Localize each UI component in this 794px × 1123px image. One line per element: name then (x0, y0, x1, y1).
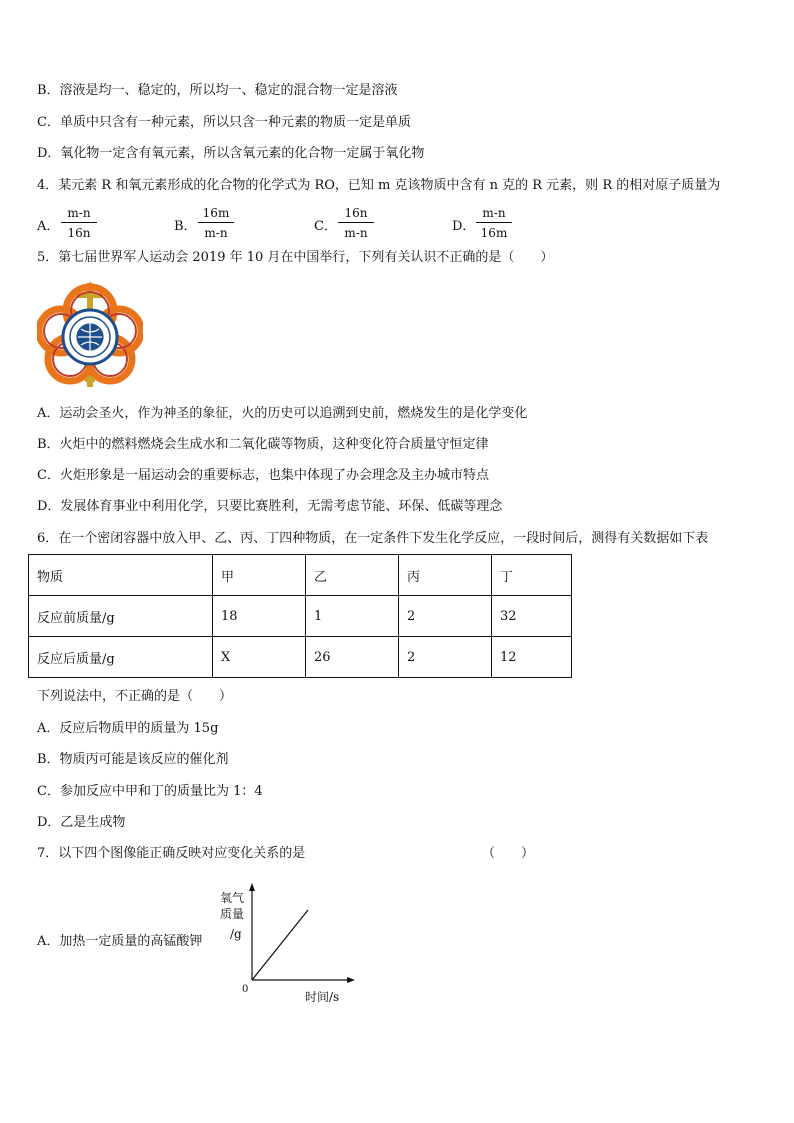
table-header-cell: 丙 (399, 555, 492, 596)
table-header-cell: 乙 (306, 555, 399, 596)
table-cell: 1 (306, 596, 399, 637)
fraction-numerator: m-n (482, 206, 506, 220)
q5-option-c: C．火炬形象是一届运动会的重要标志，也集中体现了办会理念及主办城市特点 (37, 468, 489, 483)
table-header-cell: 丁 (492, 555, 572, 596)
fraction-numerator: 16m (202, 206, 230, 220)
table-cell: 反应前质量/g (29, 596, 213, 637)
table-cell: 2 (399, 637, 492, 678)
table-header-cell: 甲 (213, 555, 306, 596)
q6-stem: 下列说法中，不正确的是（ ） (37, 689, 233, 704)
q4-option-b-fraction (196, 204, 236, 241)
q4-option-c-label: C． (314, 219, 337, 234)
table-cell: 2 (399, 596, 492, 637)
table-header-cell: 物质 (29, 555, 213, 596)
fraction-denominator: m-n (344, 226, 368, 240)
graph-ylabel-1: 氧气 (220, 891, 245, 905)
fraction-numerator: m-n (67, 206, 91, 220)
fraction-denominator: m-n (204, 226, 228, 240)
oxygen-mass-time-graph (210, 880, 360, 1010)
question-5: 5．第七届世界军人运动会 2019 年 10 月在中国举行，下列有关认识不正确的是（ ） (37, 250, 554, 265)
q5-option-b: B．火炬中的燃料燃烧会生成水和二氧化碳等物质，这种变化符合质量守恒定律 (37, 437, 489, 452)
table-cell: 32 (492, 596, 572, 637)
q7-option-a: A．加热一定质量的高锰酸钾 (37, 934, 203, 949)
graph-xlabel: 时间/s (305, 990, 340, 1004)
q7-answer-paren: （ ） (482, 846, 535, 861)
table-cell: 12 (492, 637, 572, 678)
q6-option-d: D．乙是生成物 (37, 815, 126, 830)
q5-option-a: A．运动会圣火，作为神圣的象征，火的历史可以追溯到史前，燃烧发生的是化学变化 (37, 406, 528, 421)
q4-option-d-fraction (474, 204, 514, 241)
q4-option-d-label: D． (452, 219, 476, 234)
q6-option-c: C．参加反应中甲和丁的质量比为 1：4 (37, 784, 263, 799)
data-table (28, 554, 572, 678)
table-cell: X (213, 637, 306, 678)
table-cell: 18 (213, 596, 306, 637)
military-world-games-emblem-icon (37, 281, 143, 389)
table-row (29, 596, 572, 637)
q5-option-d: D．发展体育事业中利用化学，只要比赛胜利，无需考虑节能、环保、低碳等理念 (37, 499, 503, 514)
q4-options (37, 204, 757, 244)
question-6: 6．在一个密闭容器中放入甲、乙、丙、丁四种物质，在一定条件下发生化学反应，一段时间后，测得有关数据如下表 (37, 531, 709, 546)
table-row (29, 637, 572, 678)
table-row (29, 555, 572, 596)
q6-option-b: B．物质丙可能是该反应的催化剂 (37, 752, 229, 767)
graph-line (252, 910, 308, 980)
question-4: 4．某元素 R 和氧元素形成的化合物的化学式为 RO，已知 m 克该物质中含有 n 克的 R 元素，则 R 的相对原子质量为 (37, 178, 721, 193)
fraction-denominator: 16n (67, 226, 91, 240)
table-cell: 反应后质量/g (29, 637, 213, 678)
fraction-numerator: 16n (344, 206, 368, 220)
question-7: 7．以下四个图像能正确反映对应变化关系的是 (37, 846, 306, 861)
graph-origin-label: 0 (242, 984, 249, 995)
q4-option-c-fraction (336, 204, 376, 241)
q4-option-a-label: A． (37, 219, 60, 234)
graph-ylabel-2: 质量 (220, 907, 245, 921)
q3-option-b: B．溶液是均一、稳定的，所以均一、稳定的混合物一定是溶液 (37, 83, 398, 98)
fraction-denominator: 16m (480, 226, 508, 240)
q6-option-a: A．反应后物质甲的质量为 15g (37, 721, 219, 736)
q3-option-d: D．氧化物一定含有氧元素，所以含氧元素的化合物一定属于氧化物 (37, 146, 425, 161)
q4-option-a-fraction (59, 204, 99, 241)
q4-option-b-label: B． (174, 219, 197, 234)
graph-ylabel-3: /g (230, 927, 242, 941)
table-cell: 26 (306, 637, 399, 678)
q3-option-c: C．单质中只含有一种元素，所以只含一种元素的物质一定是单质 (37, 115, 411, 130)
